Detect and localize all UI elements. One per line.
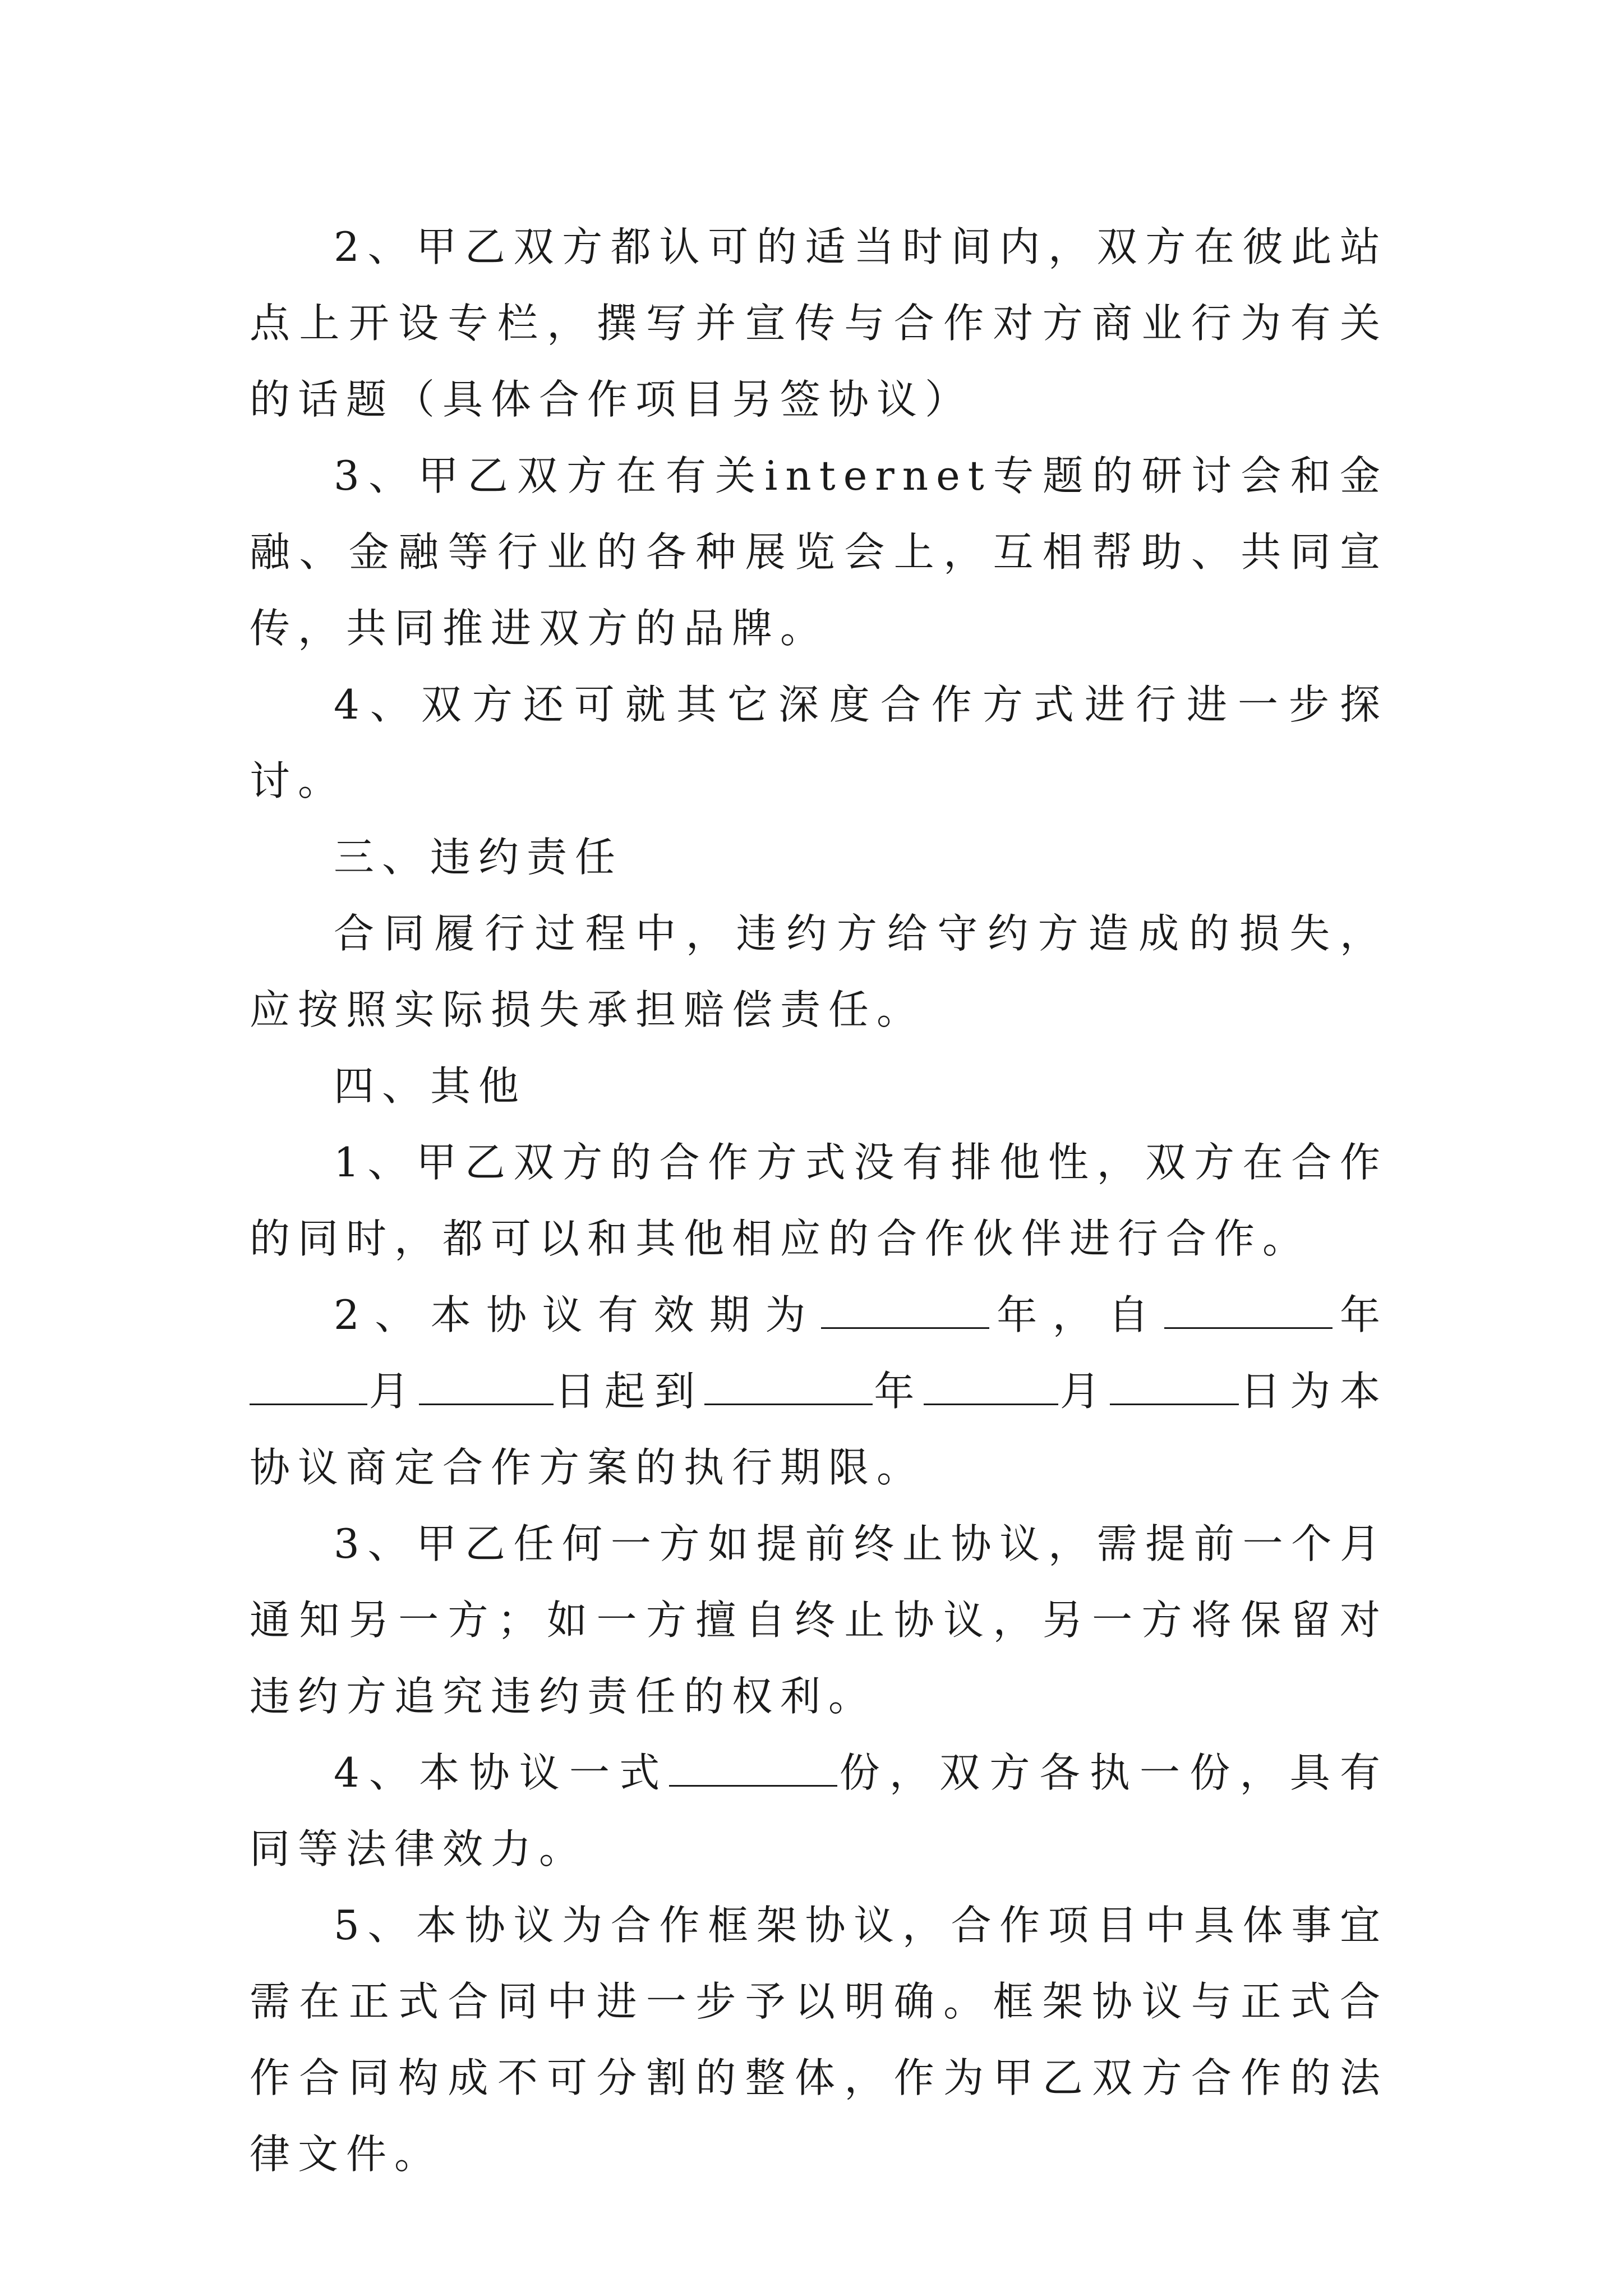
- other-clause-termination: 3、甲乙任何一方如提前终止协议，需提前一个月通知另一方；如一方擅自终止协议，另一方将保留对违约方追究违约责任的权利。: [250, 1520, 1388, 1720]
- term-prefix: 2、本协议有效期为: [334, 1291, 821, 1338]
- blank-end-year[interactable]: [704, 1370, 873, 1405]
- section-heading-other: 四、其他: [334, 1062, 527, 1110]
- term-text-5: 年: [872, 1368, 924, 1415]
- other-clause-copies: [250, 1734, 1388, 1887]
- other-clause-term: [250, 1277, 1388, 1506]
- term-text-4: 日起到: [553, 1368, 704, 1415]
- other-clause-non-exclusive: 1、甲乙双方的合作方式没有排他性，双方在合作的同时，都可以和其他相应的合作伙伴进行合作。: [250, 1139, 1388, 1262]
- term-text-1: 年，自: [989, 1291, 1164, 1338]
- breach-liability-clause: 合同履行过程中，违约方给守约方造成的损失，应按照实际损失承担赔偿责任。: [250, 910, 1388, 1033]
- section-heading-breach: 三、违约责任: [334, 834, 624, 881]
- blank-end-day[interactable]: [1110, 1370, 1239, 1405]
- blank-copies-count[interactable]: [669, 1751, 837, 1787]
- term-text-7: 日为本协议商定合作方案的执行期限。: [250, 1368, 1388, 1491]
- copies-suffix: 份，双方各执一份，具有同等法律效力。: [250, 1749, 1388, 1872]
- term-text-3: 月: [367, 1368, 419, 1415]
- blank-start-month[interactable]: [250, 1370, 367, 1405]
- term-text-6: 月: [1058, 1368, 1110, 1415]
- clause-2-columns: 2、甲乙双方都认可的适当时间内，双方在彼此站点上开设专栏，撰写并宣传与合作对方商业行为有关的话题（具体合作项目另签协议）: [250, 223, 1388, 423]
- blank-end-month[interactable]: [924, 1370, 1058, 1405]
- document-body: [250, 209, 1388, 2192]
- blank-start-year[interactable]: [1164, 1294, 1332, 1329]
- other-clause-framework: 5、本协议为合作框架协议，合作项目中具体事宜需在正式合同中进一步予以明确。框架协议与正式合作合同构成不可分割的整体，作为甲乙双方合作的法律文件。: [250, 1902, 1388, 2178]
- blank-term-years[interactable]: [821, 1294, 989, 1329]
- clause-3-exhibitions: 3、甲乙双方在有关internet专题的研讨会和金融、金融等行业的各种展览会上，互相帮助、共同宣传，共同推进双方的品牌。: [250, 452, 1388, 652]
- term-text-2: 年: [1332, 1291, 1388, 1338]
- copies-prefix: 4、本协议一式: [334, 1749, 670, 1796]
- clause-4-further-discussion: 4、双方还可就其它深度合作方式进行进一步探讨。: [250, 681, 1388, 804]
- blank-start-day[interactable]: [419, 1370, 554, 1405]
